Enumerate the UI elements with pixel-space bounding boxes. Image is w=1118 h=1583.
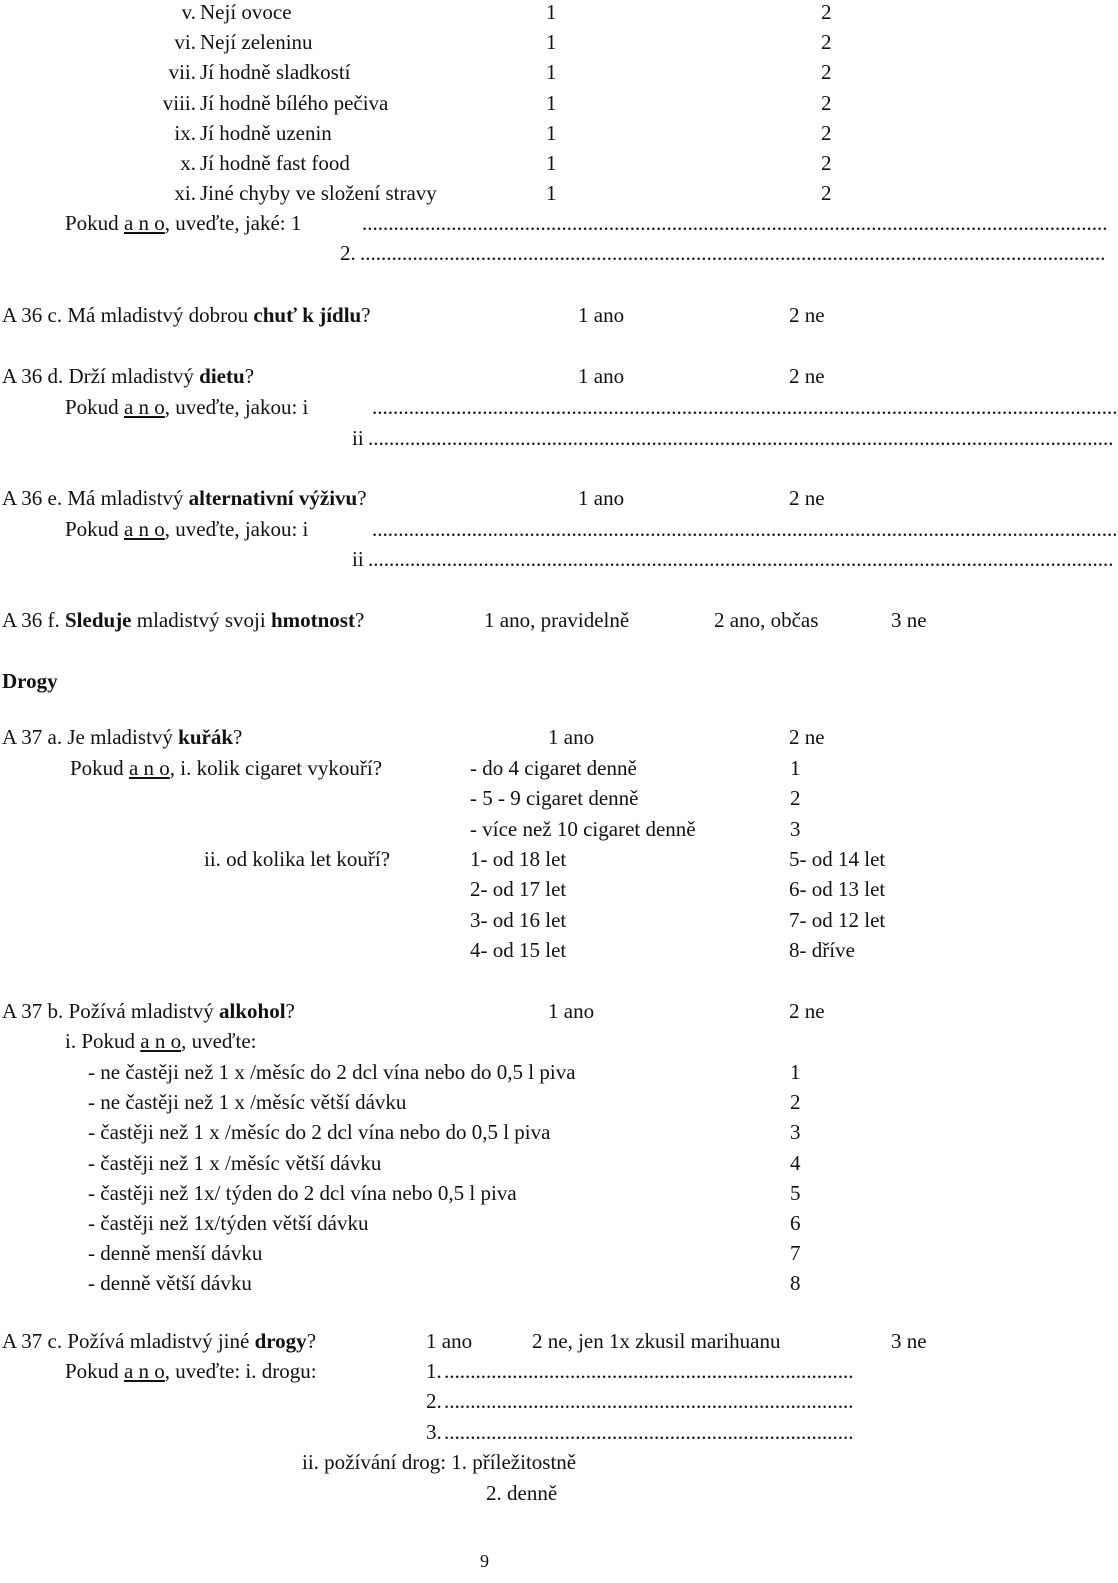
question-text: mladistvý svoji (136, 608, 266, 632)
question-a37c (2, 1331, 316, 1352)
pokud-label: Pokud (65, 395, 119, 419)
drug-line-label: 3. (426, 1419, 442, 1444)
option-1[interactable]: 1 (546, 30, 557, 55)
specify-text: , uveďte, jakou: i (164, 395, 309, 419)
option-no[interactable]: 2 ne (789, 486, 825, 510)
specify-prompt (65, 397, 308, 418)
option-code[interactable]: 1 (790, 1060, 801, 1084)
option-2[interactable]: 2 (821, 60, 832, 85)
smoking-quantity-question (70, 758, 382, 779)
question-mark: ? (233, 725, 243, 749)
dotted-fill-line[interactable]: .............................................................................. (444, 1389, 854, 1414)
option-2[interactable]: 2 (821, 90, 832, 115)
alcohol-option: - denně menší dávku (88, 1241, 263, 1266)
question-keyword: alkohol (219, 999, 286, 1023)
ano-underlined: a n o (123, 1359, 165, 1383)
ano-underlined: a n o (123, 517, 165, 541)
specify-line-2-label: ii (352, 547, 364, 571)
item-numeral: xi. (174, 181, 196, 206)
item-text: Nejí ovoce (200, 0, 292, 24)
option-yes[interactable]: 1 ano (426, 1329, 473, 1353)
dotted-fill-line[interactable]: .............................................................................................................................................. (368, 426, 1114, 450)
question-text: Má mladistvý dobrou (67, 303, 249, 327)
question-keyword: dietu (199, 364, 245, 388)
question-a36e (2, 488, 367, 509)
cigarette-option: - 5 - 9 cigaret denně (470, 786, 639, 811)
ano-underlined: a n o (140, 1029, 182, 1053)
question-code: A 36 e. (2, 486, 63, 510)
question-keyword: chuť k jídlu (253, 303, 362, 327)
option-no-tried-marijuana[interactable]: 2 ne, jen 1x zkusil marihuanu (532, 1329, 781, 1353)
option-1[interactable]: 1 (546, 151, 557, 175)
question-a37a (2, 727, 242, 748)
sub-question-text: , i. kolik cigaret vykouří? (169, 756, 383, 780)
item-numeral: vi. (174, 30, 196, 55)
item-text: Jí hodně fast food (200, 151, 350, 175)
question-text: Má mladistvý (67, 486, 184, 510)
dotted-fill-line[interactable]: .............................................................................................................................................. (372, 395, 1118, 419)
pokud-label: Pokud (65, 1359, 119, 1383)
question-text: Požívá mladistvý jiné (67, 1329, 250, 1353)
question-a36f (2, 610, 364, 631)
drug-usage-question: ii. požívání drog: 1. příležitostně (302, 1450, 577, 1474)
item-text: Jiné chyby ve složení stravy (200, 181, 437, 206)
question-keyword: alternativní výživu (188, 486, 358, 510)
option-code[interactable]: 3 (790, 1120, 801, 1145)
option-no[interactable]: 3 ne (891, 608, 927, 632)
option-2[interactable]: 2 (821, 181, 832, 206)
drug-line-label: 1. (426, 1359, 442, 1383)
option-1[interactable]: 1 (546, 181, 557, 206)
option-yes-regularly[interactable]: 1 ano, pravidelně (484, 608, 630, 632)
specify-prompt (65, 519, 308, 540)
item-numeral: x. (180, 151, 196, 175)
page-number: 9 (480, 1551, 489, 1571)
item-text: Jí hodně bílého pečiva (200, 90, 389, 115)
question-code: A 37 c. (2, 1329, 63, 1353)
option-no[interactable]: 3 ne (891, 1329, 927, 1353)
question-keyword: Sleduje (65, 608, 132, 632)
question-code: A 36 f. (2, 608, 60, 632)
item-numeral: v. (181, 0, 196, 24)
alcohol-option: - častěji než 1 x /měsíc do 2 dcl vína nebo do 0,5 l piva (88, 1120, 551, 1145)
item-text: Jí hodně sladkostí (200, 60, 351, 85)
option-2[interactable]: 2 (821, 120, 832, 145)
question-text: Drží mladistvý (68, 364, 194, 388)
cigarette-option: - více než 10 cigaret denně (470, 816, 696, 841)
question-code: A 37 b. (2, 999, 64, 1023)
dotted-fill-line[interactable]: .............................................................................................................................................. (368, 547, 1114, 571)
ano-underlined: a n o (123, 395, 165, 419)
option-code[interactable]: 5 (790, 1180, 801, 1205)
option-yes[interactable]: 1 ano (578, 364, 625, 388)
option-code[interactable]: 2 (790, 786, 801, 811)
drug-usage-daily: 2. denně (486, 1481, 558, 1505)
question-a36c (2, 305, 371, 326)
option-no[interactable]: 2 ne (789, 364, 825, 388)
specify-text: , uveďte: (181, 1029, 257, 1053)
option-code[interactable]: 4 (790, 1150, 801, 1175)
specify-text: , uveďte, jakou: i (164, 517, 309, 541)
alcohol-option: - denně větší dávku (88, 1271, 252, 1296)
ano-underlined: a n o (123, 211, 165, 235)
specify-line-2-label: ii (352, 426, 364, 450)
dotted-fill-line[interactable]: .............................................................................................................................................. (360, 241, 1106, 265)
question-a37b (2, 1001, 295, 1022)
option-yes[interactable]: 1 ano (578, 486, 625, 510)
age-option[interactable]: 3- od 16 let (470, 907, 567, 932)
alcohol-option: - častěji než 1x/týden větší dávku (88, 1211, 369, 1235)
age-option[interactable]: 8- dříve (789, 937, 855, 962)
option-code[interactable]: 1 (790, 756, 801, 780)
question-code: A 36 d. (2, 364, 64, 388)
question-mark: ? (244, 364, 255, 388)
age-option[interactable]: 6- od 13 let (789, 877, 886, 902)
question-mark: ? (361, 303, 371, 327)
option-2[interactable]: 2 (821, 0, 832, 24)
question-mark: ? (306, 1329, 317, 1353)
age-option[interactable]: 2- od 17 let (470, 877, 567, 902)
question-code: A 36 c. (2, 303, 63, 327)
smoking-age-question: ii. od kolika let kouří? (204, 847, 391, 871)
option-code[interactable]: 2 (790, 1090, 801, 1115)
option-code[interactable]: 6 (790, 1211, 801, 1235)
age-option[interactable]: 7- od 12 let (789, 907, 886, 932)
item-text: Nejí zeleninu (200, 30, 313, 55)
option-yes-sometimes[interactable]: 2 ano, občas (714, 608, 819, 632)
section-heading: Drogy (2, 669, 58, 693)
pokud-label: i. Pokud (65, 1029, 136, 1053)
diet-errors-specify (65, 213, 301, 234)
question-keyword: hmotnost (270, 608, 355, 632)
option-1[interactable]: 1 (546, 90, 557, 115)
dotted-fill-line[interactable]: .............................................................................................................................................. (362, 211, 1108, 235)
option-yes[interactable]: 1 ano (578, 303, 625, 327)
question-text: Požívá mladistvý (68, 999, 214, 1023)
question-a36d (2, 366, 254, 387)
question-mark: ? (285, 999, 295, 1023)
cigarette-option: - do 4 cigaret denně (470, 756, 637, 780)
option-code[interactable]: 7 (790, 1241, 801, 1266)
option-1[interactable]: 1 (546, 0, 557, 24)
dotted-fill-line[interactable]: .............................................................................. (444, 1419, 854, 1444)
pokud-label: Pokud (65, 517, 119, 541)
pokud-label: Pokud (65, 211, 119, 235)
dotted-fill-line[interactable]: .............................................................................. (444, 1359, 854, 1383)
drug-specify-prompt (65, 1361, 317, 1382)
option-1[interactable]: 1 (546, 60, 557, 85)
question-code: A 37 a. (2, 725, 63, 749)
option-code[interactable]: 3 (790, 816, 801, 841)
ano-underlined: a n o (128, 756, 170, 780)
dotted-fill-line[interactable]: .............................................................................................................................................. (372, 517, 1118, 541)
item-numeral: ix. (174, 120, 196, 145)
question-mark: ? (354, 608, 365, 632)
question-text: Je mladistvý (67, 725, 173, 749)
option-yes[interactable]: 1 ano (548, 999, 595, 1023)
option-2[interactable]: 2 (821, 30, 832, 55)
age-option[interactable]: 1- od 18 let (470, 847, 567, 871)
alcohol-option: - ne častěji než 1 x /měsíc do 2 dcl vína nebo do 0,5 l piva (88, 1060, 576, 1084)
option-code[interactable]: 8 (790, 1271, 801, 1296)
alcohol-option: - ne častěji než 1 x /měsíc větší dávku (88, 1090, 407, 1115)
alcohol-option: - častěji než 1x/ týden do 2 dcl vína nebo 0,5 l piva (88, 1180, 517, 1205)
item-numeral: viii. (162, 90, 196, 115)
question-keyword: drogy (254, 1329, 307, 1353)
pokud-label: Pokud (70, 756, 124, 780)
age-option[interactable]: 5- od 14 let (789, 847, 886, 871)
age-option[interactable]: 4- od 15 let (470, 937, 567, 962)
option-no[interactable]: 2 ne (789, 303, 825, 327)
item-numeral: vii. (168, 60, 196, 85)
option-2[interactable]: 2 (821, 151, 832, 175)
alcohol-specify-prompt (65, 1031, 256, 1052)
question-keyword: kuřák (178, 725, 234, 749)
specify-text: , uveďte: i. drogu: (164, 1359, 317, 1383)
option-no[interactable]: 2 ne (789, 725, 825, 749)
question-mark: ? (357, 486, 367, 510)
specify-text: , uveďte, jaké: 1 (164, 211, 302, 235)
option-no[interactable]: 2 ne (789, 999, 825, 1023)
specify-line-2-label: 2. (340, 241, 356, 265)
option-1[interactable]: 1 (546, 120, 557, 145)
item-text: Jí hodně uzenin (200, 120, 332, 145)
alcohol-option: - častěji než 1 x /měsíc větší dávku (88, 1150, 382, 1175)
drug-line-label: 2. (426, 1389, 442, 1414)
option-yes[interactable]: 1 ano (548, 725, 595, 749)
